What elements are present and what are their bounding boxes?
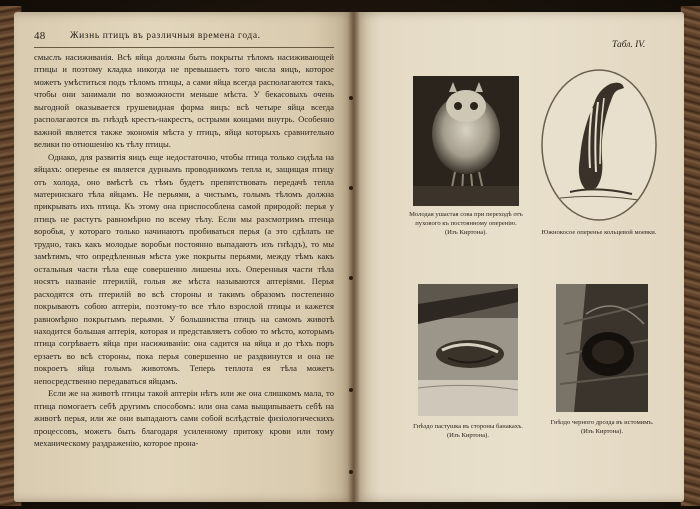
- caption-line: (Изъ Киртона).: [580, 428, 624, 435]
- caption-line: (Изъ Киртона).: [446, 432, 490, 439]
- binding-stitch: [349, 96, 353, 100]
- owlet-image: [413, 76, 519, 206]
- caption-line: (Изъ Киртона).: [444, 229, 488, 236]
- figure-caption: [548, 418, 656, 436]
- figure-bird-drawing: [540, 68, 658, 222]
- binding-stitch: [349, 276, 353, 280]
- paragraph: Если же на животѣ птицы такой аптеріи нѣтъ или же она слишкомъ мала, то птица помогаетъ себѣ другимъ способомъ: или она сама выщипываетъ себѣ на животѣ перья, или же они выпадаютъ сами собой вслѣдствіе физіологическихъ процессовъ, можетъ быть благодаря усиленному притоку крови или тому механическому раздраженію, которое прона-: [34, 388, 334, 449]
- body-text: [34, 51, 334, 499]
- bird-drawing-image: [540, 68, 658, 222]
- figure-caption: [538, 228, 660, 237]
- running-title: Жизнь птицъ въ различныя времена года.: [70, 31, 261, 41]
- running-head: [34, 30, 334, 46]
- caption-line: Молодая ушастая сова при переходѣ отъ пухового къ постоянному оперенію.: [409, 211, 523, 227]
- binding-stitch: [349, 388, 353, 392]
- caption-line: Гнѣздо черного дрозда въ истомимъ.: [550, 419, 654, 426]
- header-rule: [34, 47, 334, 48]
- binding-stitch: [349, 470, 353, 474]
- figure-caption: [404, 210, 528, 237]
- binding-stitch: [349, 186, 353, 190]
- paragraph: смыслъ насиживанія. Всѣ яйца должны быть покрыты тѣломъ насиживающей птицы и поэтому кладка никогда не превышаетъ того числа яицъ, которое можетъ умѣститься подъ тѣломъ птицы, а сами яйца всегда располагаются такъ, чтобы они занимали по возможности меньше мѣста. У бекасовыхъ очень выгодной оказывается грушевидная форма яицъ: всѣ четыре яйца всегда располагаются въ гнѣздѣ крестъ-накрестъ, острыми концами внутрь. Особенно важной является также экономія мѣста у птицъ, яйца которыхъ сравнительно велики по отношенію къ тѣлу птицы.: [34, 52, 334, 150]
- page-number: 48: [34, 30, 46, 42]
- nest-image: [418, 284, 518, 416]
- paragraph: Однако, для развитія яицъ еще недостаточно, чтобы птица только сидѣла на яйцахъ: оперенье ея является дурнымъ проводникомъ тепла и, защищая птицу отъ холода, оно вмѣстѣ съ тѣмъ будетъ препятствовать передачѣ тепла материнскаго тѣла яйцамъ. Не перьями, а чистымъ, голымъ тѣломъ должна прикрывать ихъ птица. Къ этому она приспособлена самой природой: перья у птицъ не растутъ равномѣрно по всему тѣлу. Если мы разсмотримъ птенца воробья, у котораго только начинаютъ пробиваться перья (а это сдѣлать не трудно, такъ какъ молодые воробьи постоянно выпадаютъ изъ гнѣздъ), то мы замѣтимъ, что опредѣленныя мѣста уже покрыты перьями, между тѣмъ какъ остальныя части тѣла еще совершенно лишены ихъ. Оперенныя части тѣла носятъ названіе птерилій, голыя же мѣста называются аптеріями. Перья расходятся отъ птерилій во всѣ стороны и такимъ образомъ постепенно покрываютъ собою аптеріи, поэтому-то все тѣло взрослой птицы и кажется равномѣрно покрытымъ перьями. У большинства птицъ на самомъ животѣ находится большая аптерія, которая и представляетъ собою то мѣсто, которымъ птица согрѣваетъ яйца при насиживаніи: она садится на яйца и до тѣхъ поръ ерзаетъ во всѣ стороны, пока перья совершенно не раздвинутся и она не покроетъ яйца голымъ животомъ. Теперь теплота ея тѣла можетъ непосредственно передаваться яйцамъ.: [34, 151, 334, 386]
- figure-thrush-nest-photo: [556, 284, 648, 412]
- plate-label: Табл. IV.: [612, 40, 646, 50]
- caption-line: Гнѣздо пастушка въ стороны банакахъ.: [413, 423, 523, 430]
- figure-caption: [410, 422, 526, 440]
- book-gutter: [348, 12, 360, 502]
- caption-line: Южнокосое оперенье кольцевой моевки.: [541, 229, 657, 236]
- thrush-nest-image: [556, 284, 648, 412]
- figure-owlet-photo: [413, 76, 519, 206]
- figure-nest-photo: [418, 284, 518, 416]
